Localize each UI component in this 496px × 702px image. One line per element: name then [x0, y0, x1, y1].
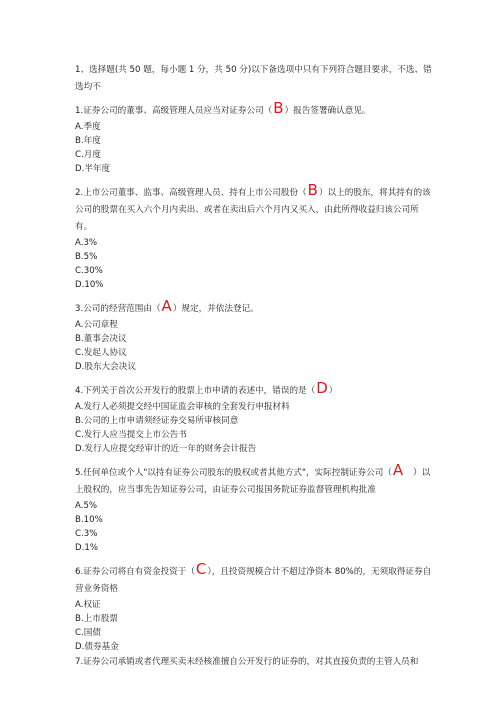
option: B.5% — [75, 252, 98, 262]
question-stem-end: ）报告签署确认意见。 — [284, 106, 371, 116]
option: C.30% — [75, 266, 103, 276]
option: A.3% — [75, 238, 98, 248]
question-stem: 6.证券公司将自有资金投资于（ — [75, 567, 195, 577]
question-text — [75, 379, 435, 400]
question-stem-end: ）以上的股东，将其持有的该公司的股票在买入六个月内卖出、或者在卖出后六个月内又买入，由此所得收益归该公司所有。 — [75, 188, 431, 232]
question-stem: 2.上市公司董事、监事、高级管理人员、持有上市公司股份（ — [75, 188, 307, 198]
question-1 — [75, 99, 435, 176]
option: A.权证 — [75, 600, 101, 610]
option: D.10% — [75, 280, 104, 290]
question-text — [75, 461, 435, 499]
question-stem: 1.证券公司的董事、高级管理人员应当对证券公司（ — [75, 106, 273, 116]
question-text — [75, 99, 435, 120]
option: C.3% — [75, 529, 98, 539]
question-5 — [75, 461, 435, 555]
question-7 — [75, 654, 435, 671]
option: A.5% — [75, 501, 98, 511]
answer-mark: D — [316, 379, 328, 397]
option: C.发起人协议 — [75, 348, 127, 358]
option: A.公司章程 — [75, 320, 118, 330]
option: A.发行人必须提交经中国证监会审核的全套发行申报材料 — [75, 402, 290, 412]
question-stem-end: ），且投资规模合计不超过净资本 80%的，无须取得证券自营业务资格 — [75, 567, 432, 594]
question-stem: 7.证券公司承销或者代理买卖未经核准擅自公开发行的证券的，对其直接负责的主管人员和 — [75, 657, 419, 667]
question-stem: 4.下列关于首次公开发行的股票上市申请的表述中，错误的是（ — [75, 386, 316, 396]
question-text — [75, 560, 435, 598]
question-2 — [75, 181, 435, 292]
document-page — [75, 62, 435, 679]
option: C.发行人应当提交上市公告书 — [75, 430, 187, 440]
option: C.国债 — [75, 628, 101, 638]
option: D.股东大会决议 — [75, 362, 136, 372]
question-6 — [75, 560, 435, 654]
option: B.年度 — [75, 136, 101, 146]
question-4 — [75, 379, 435, 456]
question-stem-end: ） — [328, 386, 338, 396]
option: B.上市股票 — [75, 614, 119, 624]
option: D.债券基金 — [75, 642, 119, 652]
option: B.10% — [75, 515, 103, 525]
answer-mark: B — [307, 181, 318, 199]
option: A.季度 — [75, 122, 101, 132]
answer-mark: C — [195, 560, 207, 578]
question-text — [75, 654, 435, 671]
option: B.董事会决议 — [75, 334, 127, 344]
question-3 — [75, 297, 435, 374]
option: C.月度 — [75, 150, 101, 160]
question-text — [75, 297, 435, 318]
option: D.1% — [75, 543, 98, 553]
answer-mark: B — [273, 99, 284, 117]
option: D.发行人应提交经审计的近一年的财务会计报告 — [75, 444, 257, 454]
question-stem-end: ）以上股权的，应当事先告知证券公司，由证券公司报国务院证券监督管理机构批准 — [75, 468, 431, 495]
answer-mark: A — [161, 297, 172, 315]
question-text — [75, 181, 435, 236]
answer-mark: A — [392, 461, 404, 479]
option: B.公司的上市申请须经证券交易所审核同意 — [75, 416, 239, 426]
question-stem-end: ）规定，并依法登记。 — [172, 304, 259, 314]
option: D.半年度 — [75, 164, 111, 174]
section-intro: 1、选择题(共 50 题，每小题 1 分，共 50 分)以下备选项中只有下列符合题目要求，不选、错选均不 — [75, 65, 432, 92]
question-stem: 5.任何单位或个人"以持有证券公司股东的股权或者其他方式"，实际控制证券公司（ — [75, 468, 392, 478]
question-stem: 3.公司的经营范围由（ — [75, 304, 161, 314]
